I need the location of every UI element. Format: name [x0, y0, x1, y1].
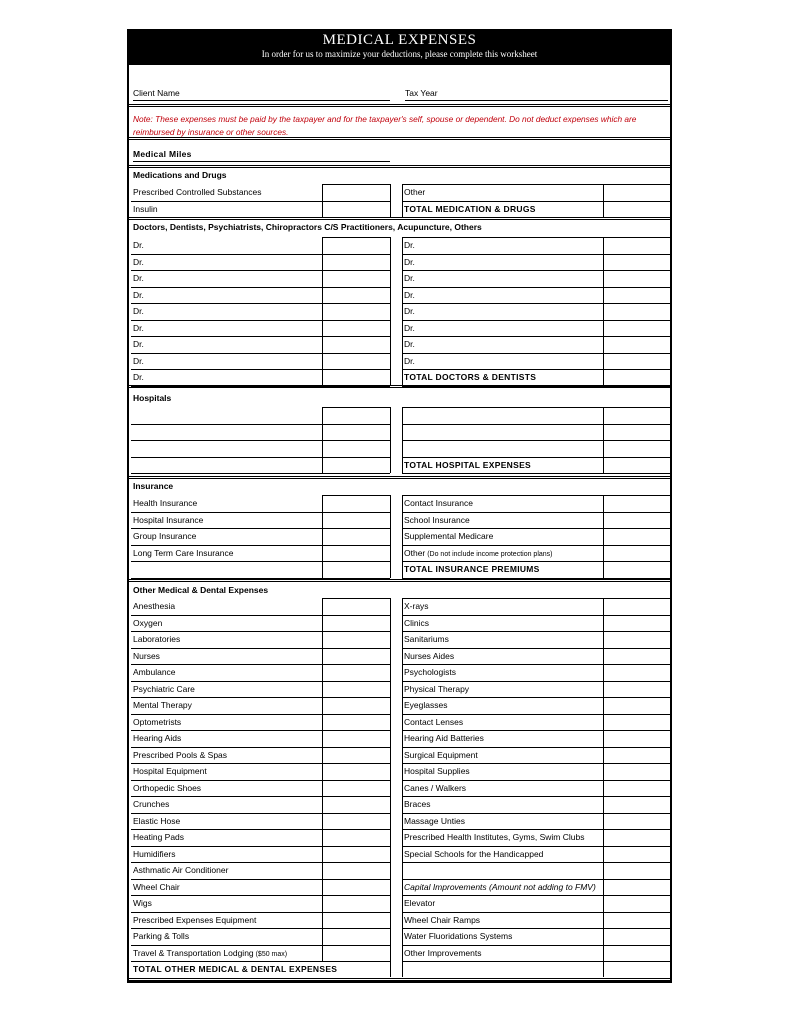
- section-divider: [129, 978, 670, 981]
- tax-year-label: Tax Year: [405, 88, 438, 98]
- amount-field[interactable]: [323, 896, 389, 912]
- amount-field[interactable]: [323, 797, 389, 813]
- line-item-label: Ambulance: [133, 667, 176, 677]
- amount-field[interactable]: [604, 496, 669, 512]
- amount-field[interactable]: [323, 616, 389, 632]
- amount-field[interactable]: [604, 238, 669, 254]
- line-item-label: Hospital Insurance: [133, 514, 204, 525]
- line-item-label: Prescribed Expenses Equipment: [133, 914, 257, 925]
- column-rule: [402, 237, 403, 386]
- section-heading-doctors: Doctors, Dentists, Psychiatrists, Chiropractors C/S Practitioners, Acupuncture, Others: [133, 222, 482, 232]
- line-item-label: Dr.: [404, 240, 415, 250]
- amount-field[interactable]: [604, 599, 669, 615]
- row-rule: [322, 184, 390, 185]
- line-item-label: Heating Pads: [133, 832, 185, 842]
- amount-field[interactable]: [323, 929, 389, 945]
- column-rule: [390, 237, 391, 386]
- row-rule: [322, 495, 390, 496]
- amount-field[interactable]: [604, 797, 669, 813]
- row-rule: [402, 407, 670, 408]
- amount-field[interactable]: [323, 546, 389, 562]
- row-rule: [322, 598, 390, 599]
- line-item-label: Other Improvements: [404, 947, 482, 958]
- amount-field[interactable]: [323, 946, 389, 962]
- worksheet-header: [129, 31, 670, 65]
- amount-field[interactable]: [323, 185, 389, 201]
- line-item-label: Psychologists: [404, 667, 456, 677]
- row-rule: [131, 473, 390, 474]
- total-label: TOTAL MEDICATION & DRUGS: [404, 203, 536, 214]
- line-item-label: Dr.: [133, 339, 144, 349]
- amount-field[interactable]: [604, 337, 669, 353]
- amount-field[interactable]: [323, 781, 389, 797]
- line-item-label: Prescribed Pools & Spas: [133, 749, 228, 760]
- line-item-label: Special Schools for the Handicapped: [404, 848, 544, 859]
- line-item-label: Crunches: [133, 799, 170, 809]
- column-rule: [402, 598, 403, 961]
- amount-field[interactable]: [323, 496, 389, 512]
- total-label: TOTAL HOSPITAL EXPENSES: [404, 459, 532, 470]
- column-rule: [603, 598, 604, 961]
- line-item-label: Dr.: [404, 256, 415, 267]
- line-item-label: Wheel Chair: [133, 881, 180, 892]
- line-item-label: Dr.: [133, 240, 144, 250]
- line-item-label: Other: [404, 187, 426, 197]
- amount-field[interactable]: [323, 880, 389, 896]
- line-item-label: Mental Therapy: [133, 700, 192, 710]
- column-rule: [402, 495, 403, 578]
- section-divider: [129, 165, 670, 168]
- amount-field[interactable]: [323, 202, 389, 218]
- line-item-label: Water Fluoridations Systems: [404, 931, 513, 941]
- line-item-label: Capital Improvements (Amount not adding to FMV): [404, 881, 596, 892]
- line-item-label: Dr.: [133, 289, 144, 300]
- amount-field[interactable]: [323, 425, 389, 441]
- section-divider: [129, 385, 670, 388]
- line-item-label: Hospital Equipment: [133, 766, 207, 776]
- client-name-field[interactable]: [133, 100, 390, 101]
- line-item-label: Anesthesia: [133, 601, 176, 611]
- amount-field[interactable]: [604, 649, 669, 665]
- line-item-label: Prescribed Controlled Substances: [133, 187, 262, 197]
- amount-field[interactable]: [604, 781, 669, 797]
- amount-field[interactable]: [323, 632, 389, 648]
- line-item-label: Contact Insurance: [404, 498, 473, 508]
- line-item-label: Dr.: [404, 273, 415, 283]
- amount-field[interactable]: [604, 354, 669, 370]
- amount-field[interactable]: [323, 814, 389, 830]
- line-item-label: Wheel Chair Ramps: [404, 914, 481, 925]
- line-item-label: Group Insurance: [133, 531, 197, 541]
- line-item-note: (Do not include income protection plans): [425, 550, 553, 558]
- amount-field[interactable]: [604, 441, 669, 457]
- amount-field[interactable]: [604, 529, 669, 545]
- column-rule: [390, 184, 391, 217]
- column-rule: [322, 407, 323, 473]
- line-item-label: Dr.: [404, 322, 415, 333]
- amount-field[interactable]: [604, 202, 669, 218]
- amount-field[interactable]: [604, 847, 669, 863]
- amount-field[interactable]: [604, 896, 669, 912]
- column-rule: [390, 598, 391, 961]
- worksheet-title: MEDICAL EXPENSES: [322, 32, 477, 48]
- amount-field[interactable]: [604, 814, 669, 830]
- amount-field[interactable]: [323, 731, 389, 747]
- line-item-label: Wigs: [133, 898, 152, 908]
- column-rule: [402, 184, 403, 217]
- line-item-label: Humidifiers: [133, 848, 176, 859]
- line-item-label: Dr.: [133, 372, 144, 382]
- column-rule: [322, 237, 323, 386]
- amount-field[interactable]: [604, 830, 669, 846]
- grand-total-amount[interactable]: [604, 962, 669, 978]
- line-item-label: Dr.: [404, 339, 415, 349]
- amount-field[interactable]: [604, 698, 669, 714]
- note-text: Note: These expenses must be paid by the taxpayer and for the taxpayer's self, spouse or dependent. Do not deduct expenses which are reimbursed by insurance or other sources.: [133, 114, 637, 137]
- amount-field[interactable]: [604, 304, 669, 320]
- line-item-label: Hearing Aids: [133, 733, 182, 743]
- amount-field[interactable]: [604, 546, 669, 562]
- line-item-label: Dr.: [133, 256, 144, 267]
- section-divider: [129, 476, 670, 479]
- line-item-label: Clinics: [404, 617, 430, 628]
- line-item-label: Elevator: [404, 898, 436, 908]
- amount-field[interactable]: [323, 682, 389, 698]
- column-rule: [390, 407, 391, 473]
- amount-field[interactable]: [604, 715, 669, 731]
- line-item-label: Travel & Transportation Lodging ($50 max): [133, 947, 288, 958]
- column-rule: [603, 184, 604, 217]
- amount-field[interactable]: [604, 408, 669, 424]
- amount-field[interactable]: [323, 370, 389, 386]
- amount-field[interactable]: [323, 238, 389, 254]
- worksheet-subtitle: In order for us to maximize your deductions, please complete this worksheet: [261, 49, 538, 59]
- amount-field[interactable]: [604, 946, 669, 962]
- medical-miles-label: Medical Miles: [133, 149, 192, 159]
- line-item-label: Dr.: [133, 355, 144, 366]
- line-item-label: Nurses Aides: [404, 650, 455, 661]
- amount-field[interactable]: [604, 748, 669, 764]
- column-rule: [603, 237, 604, 386]
- line-item-label: Dr.: [404, 306, 415, 316]
- amount-field[interactable]: [604, 616, 669, 632]
- amount-field[interactable]: [323, 513, 389, 529]
- amount-field[interactable]: [604, 731, 669, 747]
- amount-field[interactable]: [323, 408, 389, 424]
- row-rule: [402, 473, 670, 474]
- line-item-label: Insulin: [133, 203, 158, 214]
- line-item-label: Prescribed Health Institutes, Gyms, Swim Clubs: [404, 832, 585, 842]
- amount-field[interactable]: [604, 913, 669, 929]
- column-rule: [402, 961, 403, 977]
- line-item-label: Supplemental Medicare: [404, 531, 494, 541]
- amount-field[interactable]: [604, 370, 669, 386]
- line-item-label: X-rays: [404, 601, 429, 611]
- line-item-label: Dr.: [133, 306, 144, 316]
- line-item-label: Dr.: [404, 289, 415, 300]
- section-heading-hospitals: Hospitals: [133, 393, 172, 403]
- amount-field[interactable]: [604, 682, 669, 698]
- section-divider: [129, 217, 670, 220]
- amount-field[interactable]: [323, 271, 389, 287]
- amount-field[interactable]: [604, 288, 669, 304]
- column-rule: [322, 495, 323, 578]
- line-item-label: Long Term Care Insurance: [133, 547, 234, 558]
- amount-field[interactable]: [323, 441, 389, 457]
- amount-field[interactable]: [323, 458, 389, 474]
- amount-field[interactable]: [604, 929, 669, 945]
- amount-field[interactable]: [323, 847, 389, 863]
- line-item-label: Other (Do not include income protection plans): [404, 547, 553, 558]
- line-item-label: Eyeglasses: [404, 700, 448, 710]
- total-label: TOTAL DOCTORS & DENTISTS: [404, 372, 537, 382]
- amount-field[interactable]: [323, 599, 389, 615]
- line-item-label: Hospital Supplies: [404, 766, 470, 776]
- line-item-label: School Insurance: [404, 514, 470, 525]
- amount-field[interactable]: [604, 665, 669, 681]
- amount-field[interactable]: [604, 185, 669, 201]
- line-item-label: Parking & Tolls: [133, 931, 190, 941]
- row-rule: [322, 407, 390, 408]
- line-item-label: Oxygen: [133, 617, 163, 628]
- total-label: TOTAL INSURANCE PREMIUMS: [404, 564, 540, 574]
- line-item-label: Canes / Walkers: [404, 782, 467, 793]
- section-heading-other-expenses: Other Medical & Dental Expenses: [133, 585, 269, 595]
- column-rule: [322, 184, 323, 217]
- amount-field[interactable]: [323, 337, 389, 353]
- client-name-label: Client Name: [133, 88, 180, 98]
- amount-field[interactable]: [323, 529, 389, 545]
- amount-field[interactable]: [323, 863, 389, 879]
- divider: [129, 137, 670, 140]
- column-rule: [322, 598, 323, 961]
- section-heading-medications: Medications and Drugs: [133, 170, 227, 180]
- line-item-label: Surgical Equipment: [404, 749, 478, 760]
- amount-field[interactable]: [323, 913, 389, 929]
- section-heading-insurance: Insurance: [133, 481, 174, 491]
- line-item-label: Dr.: [404, 355, 415, 366]
- row-rule: [402, 237, 670, 238]
- amount-field[interactable]: [323, 715, 389, 731]
- column-rule: [603, 407, 604, 473]
- line-item-label: Health Insurance: [133, 498, 198, 508]
- amount-field[interactable]: [323, 562, 389, 578]
- line-item-label: Asthmatic Air Conditioner: [133, 865, 229, 875]
- tax-year-field[interactable]: [405, 100, 668, 101]
- amount-field[interactable]: [604, 513, 669, 529]
- line-item-label: Optometrists: [133, 716, 182, 727]
- row-rule: [322, 237, 390, 238]
- line-item-label: Elastic Hose: [133, 815, 181, 826]
- medical-miles-field[interactable]: [133, 161, 390, 162]
- section-divider: [129, 579, 670, 582]
- divider: [129, 104, 670, 107]
- column-rule: [390, 495, 391, 578]
- line-item-label: Laboratories: [133, 634, 181, 644]
- column-rule: [603, 495, 604, 578]
- line-item-label: Physical Therapy: [404, 683, 470, 694]
- amount-field[interactable]: [604, 255, 669, 271]
- amount-field[interactable]: [604, 863, 669, 879]
- amount-field[interactable]: [323, 255, 389, 271]
- line-item-label: Contact Lenses: [404, 716, 464, 727]
- line-item-label: Braces: [404, 799, 431, 809]
- amount-field[interactable]: [604, 764, 669, 780]
- amount-field[interactable]: [323, 665, 389, 681]
- amount-field[interactable]: [323, 764, 389, 780]
- amount-field[interactable]: [604, 321, 669, 337]
- line-item-label: Nurses: [133, 650, 160, 661]
- amount-field[interactable]: [323, 288, 389, 304]
- line-item-note: ($50 max): [253, 950, 288, 958]
- line-item-label: Hearing Aid Batteries: [404, 733, 484, 743]
- row-rule: [402, 184, 670, 185]
- row-rule: [402, 598, 670, 599]
- amount-field[interactable]: [604, 271, 669, 287]
- line-item-label: Dr.: [133, 273, 144, 283]
- amount-field[interactable]: [323, 698, 389, 714]
- row-rule: [402, 495, 670, 496]
- amount-field[interactable]: [323, 321, 389, 337]
- amount-field[interactable]: [604, 425, 669, 441]
- medical-expenses-worksheet: [127, 29, 672, 983]
- column-rule: [390, 961, 391, 977]
- amount-field[interactable]: [604, 880, 669, 896]
- grand-total-label: TOTAL OTHER MEDICAL & DENTAL EXPENSES: [133, 964, 338, 974]
- amount-field[interactable]: [323, 354, 389, 370]
- line-item-label: Orthopedic Shoes: [133, 782, 202, 793]
- amount-field[interactable]: [323, 649, 389, 665]
- column-rule: [402, 407, 403, 473]
- line-item-label: Psychiatric Care: [133, 683, 195, 694]
- amount-field[interactable]: [604, 562, 669, 578]
- line-item-label: Dr.: [133, 322, 144, 333]
- amount-field[interactable]: [323, 304, 389, 320]
- amount-field[interactable]: [323, 830, 389, 846]
- amount-field[interactable]: [604, 632, 669, 648]
- line-item-label: Sanitariums: [404, 634, 449, 644]
- line-item-label: Massage Unties: [404, 815, 465, 826]
- amount-field[interactable]: [604, 458, 669, 474]
- amount-field[interactable]: [323, 748, 389, 764]
